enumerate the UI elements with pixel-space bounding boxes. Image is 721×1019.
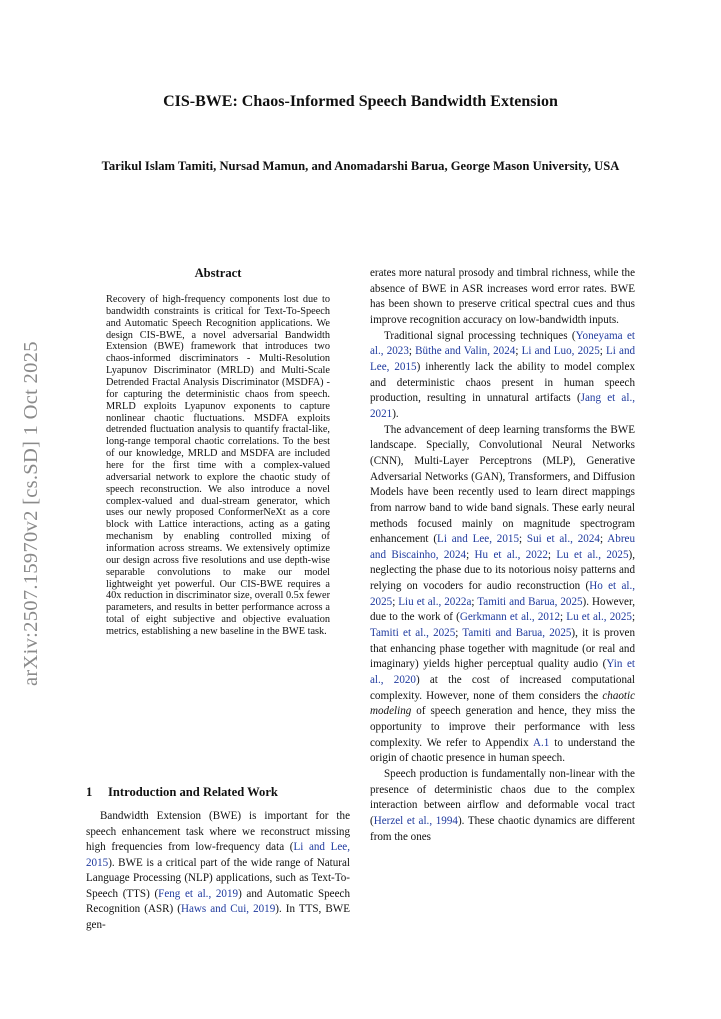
paragraph: Speech production is fundamentally non-linear with the presence of deterministic chaos due to the complex interaction between airflow and deformable vocal tract (Herzel et al., 1994). These chaotic dynamics are different from the ones (370, 768, 635, 843)
paper-title: CIS-BWE: Chaos-Informed Speech Bandwidth Extension (163, 93, 558, 110)
arxiv-stamp: arXiv:2507.15970v2 [cs.SD] 1 Oct 2025 (20, 341, 42, 686)
paragraph: Bandwidth Extension (BWE) is important for the speech enhancement task where we reconstruct missing high frequencies from low-frequency data (Li and Lee, 2015). BWE is a critical part of the wide range of Natural Language Processing (NLP) applications, such as Text-To-Speech (TTS) (Feng et al., 2019) and Automatic Speech Recognition (ASR) (Haws and Cui, 2019). In TTS, BWE gen- (86, 810, 350, 931)
citation-link[interactable]: Yin et al., 2020 (370, 658, 635, 687)
emphasis: chaotic modeling (370, 689, 635, 718)
paragraph: erates more natural prosody and timbral richness, while the absence of BWE in ASR increases word error rates. BWE has been shown to preserve critical spectral cues and thus improve recognition accuracy on low-bandwidth inputs. (370, 267, 635, 326)
citation-link[interactable]: Sui et al., 2024 (526, 533, 600, 546)
citation-link[interactable]: Herzel et al., 1994 (373, 814, 458, 827)
paragraph: The advancement of deep learning transforms the BWE landscape. Specially, Convolutional Neural Networks (CNN), Multi-Layer Perceptrons (MLP), Generative Adversarial Networks (GAN), Transformers, and Diffusion Models have been recently used to learn direct mappings from narrow band to wide band signals. These early neural methods focused mainly on magnitude spectrogram enhancement (Li and Lee, 2015; Sui et al., 2024; Abreu and Biscainho, 2024; Hu et al., 2022; Lu et al., 2025), neglecting the phase due to its notorious noisy patterns and relying on vocoders for audio reconstruction (Ho et al., 2025; Liu et al., 2022a; Tamiti and Barua, 2025). However, due to the work of (Gerkmann et al., 2012; Lu et al., 2025; Tamiti et al., 2025; Tamiti and Barua, 2025), it is proven that enhancing phase together with magnitude (or real and imaginary) yields higher perceptual quality audio (Yin et al., 2020) at the cost of increased computational complexity. However, none of them considers the chaotic modeling of speech generation and hence, they miss the opportunity to improve their performance with less complexity. We refer to Appendix A.1 to understand the origin of chaotic presence in human speech. (370, 423, 636, 765)
section-title: Introduction and Related Work (108, 785, 278, 799)
section-number: 1 (86, 785, 93, 799)
citation-link[interactable]: Gerkmann et al., 2012 (459, 611, 561, 624)
citation-link[interactable]: Ho et al., 2025 (370, 580, 635, 608)
abstract-body: Recovery of high-frequency components lost due to bandwidth constraints is critical for Text-To-Speech and Automatic Speech Recognition applications. We design CIS-BWE, a novel adversarial Bandwidth Extension (BWE) framework that introduces two chaos-informed discriminators - Multi-Resolution Lyapunov Discriminator (MRLD) and Multi-Scale Detrended Fractal Analysis Discriminator (MSDFA) - for capturing the deterministic chaos from speech. MRLD exploits Lyapunov exponents to capture nonlinear chaotic fluctuations. MSDFA exploits detrended fluctuation analysis to quantify fractal-like, long-range temporal chaotic correlations. To the best of our knowledge, MRLD and MSDFA are included here for the first time with a complex-valued adversarial network to explore the chaotic study of speech reconstruction. We also introduce a novel complex-valued and dual-stream generator, which uses our newly proposed ConformerNeXt as a core block with Lattice interactions, acting as a gating mechanism by enabling controlled mixing of information across streams. We extensively optimize our design across five resolutions and use depth-wise separable convolutions to make our model lightweight yet powerful. Our CIS-BWE requires a 40x reduction in discriminator size, overall 0.5x fewer parameters, and results in better performance across a total of eight subjective and objective evaluation metrics, establishing a new baseline in the BWE task. (106, 294, 330, 638)
section-heading (86, 785, 278, 800)
citation-link[interactable]: Li and Luo, 2025 (521, 345, 600, 358)
paragraph: Traditional signal processing techniques (Yoneyama et al., 2023; Büthe and Valin, 2024; Li and Luo, 2025; Li and Lee, 2015) inherently lack the ability to model complex and deterministic chaos present in human speech production, resulting in unnatural artifacts (Jang et al., 2021). (370, 329, 636, 420)
citation-link[interactable]: Yoneyama et al., 2023 (370, 329, 635, 358)
citation-link[interactable]: Li and Lee, 2015 (86, 841, 350, 869)
citation-link[interactable]: Hu et al., 2022 (474, 548, 548, 561)
citation-link[interactable]: Tamiti and Barua, 2025 (462, 627, 572, 640)
citation-link[interactable]: Lu et al., 2025 (556, 548, 629, 561)
citation-link[interactable]: Lu et al., 2025 (566, 611, 632, 624)
citation-link[interactable]: Li and Lee, 2015 (437, 533, 519, 546)
author-line: Tarikul Islam Tamiti, Nursad Mamun, and Anomadarshi Barua, George Mason University, USA (101, 159, 620, 173)
appendix-link[interactable]: A.1 (533, 736, 550, 749)
citation-link[interactable]: Tamiti and Barua, 2025 (477, 595, 583, 608)
citation-link[interactable]: Tamiti et al., 2025 (370, 627, 456, 640)
citation-link[interactable]: Li and Lee, 2015 (370, 345, 636, 373)
abstract-heading: Abstract (194, 266, 242, 280)
citation-link[interactable]: Büthe and Valin, 2024 (415, 345, 516, 358)
citation-link[interactable]: Liu et al., 2022a (398, 595, 472, 608)
citation-link[interactable]: Feng et al., 2019 (158, 887, 239, 900)
citation-link[interactable]: Haws and Cui, 2019 (180, 903, 276, 915)
right-column-body (370, 266, 635, 845)
left-column-body (86, 809, 350, 933)
citation-link[interactable]: Jang et al., 2021 (370, 392, 635, 420)
citation-link[interactable]: Abreu and Biscainho, 2024 (370, 533, 635, 561)
